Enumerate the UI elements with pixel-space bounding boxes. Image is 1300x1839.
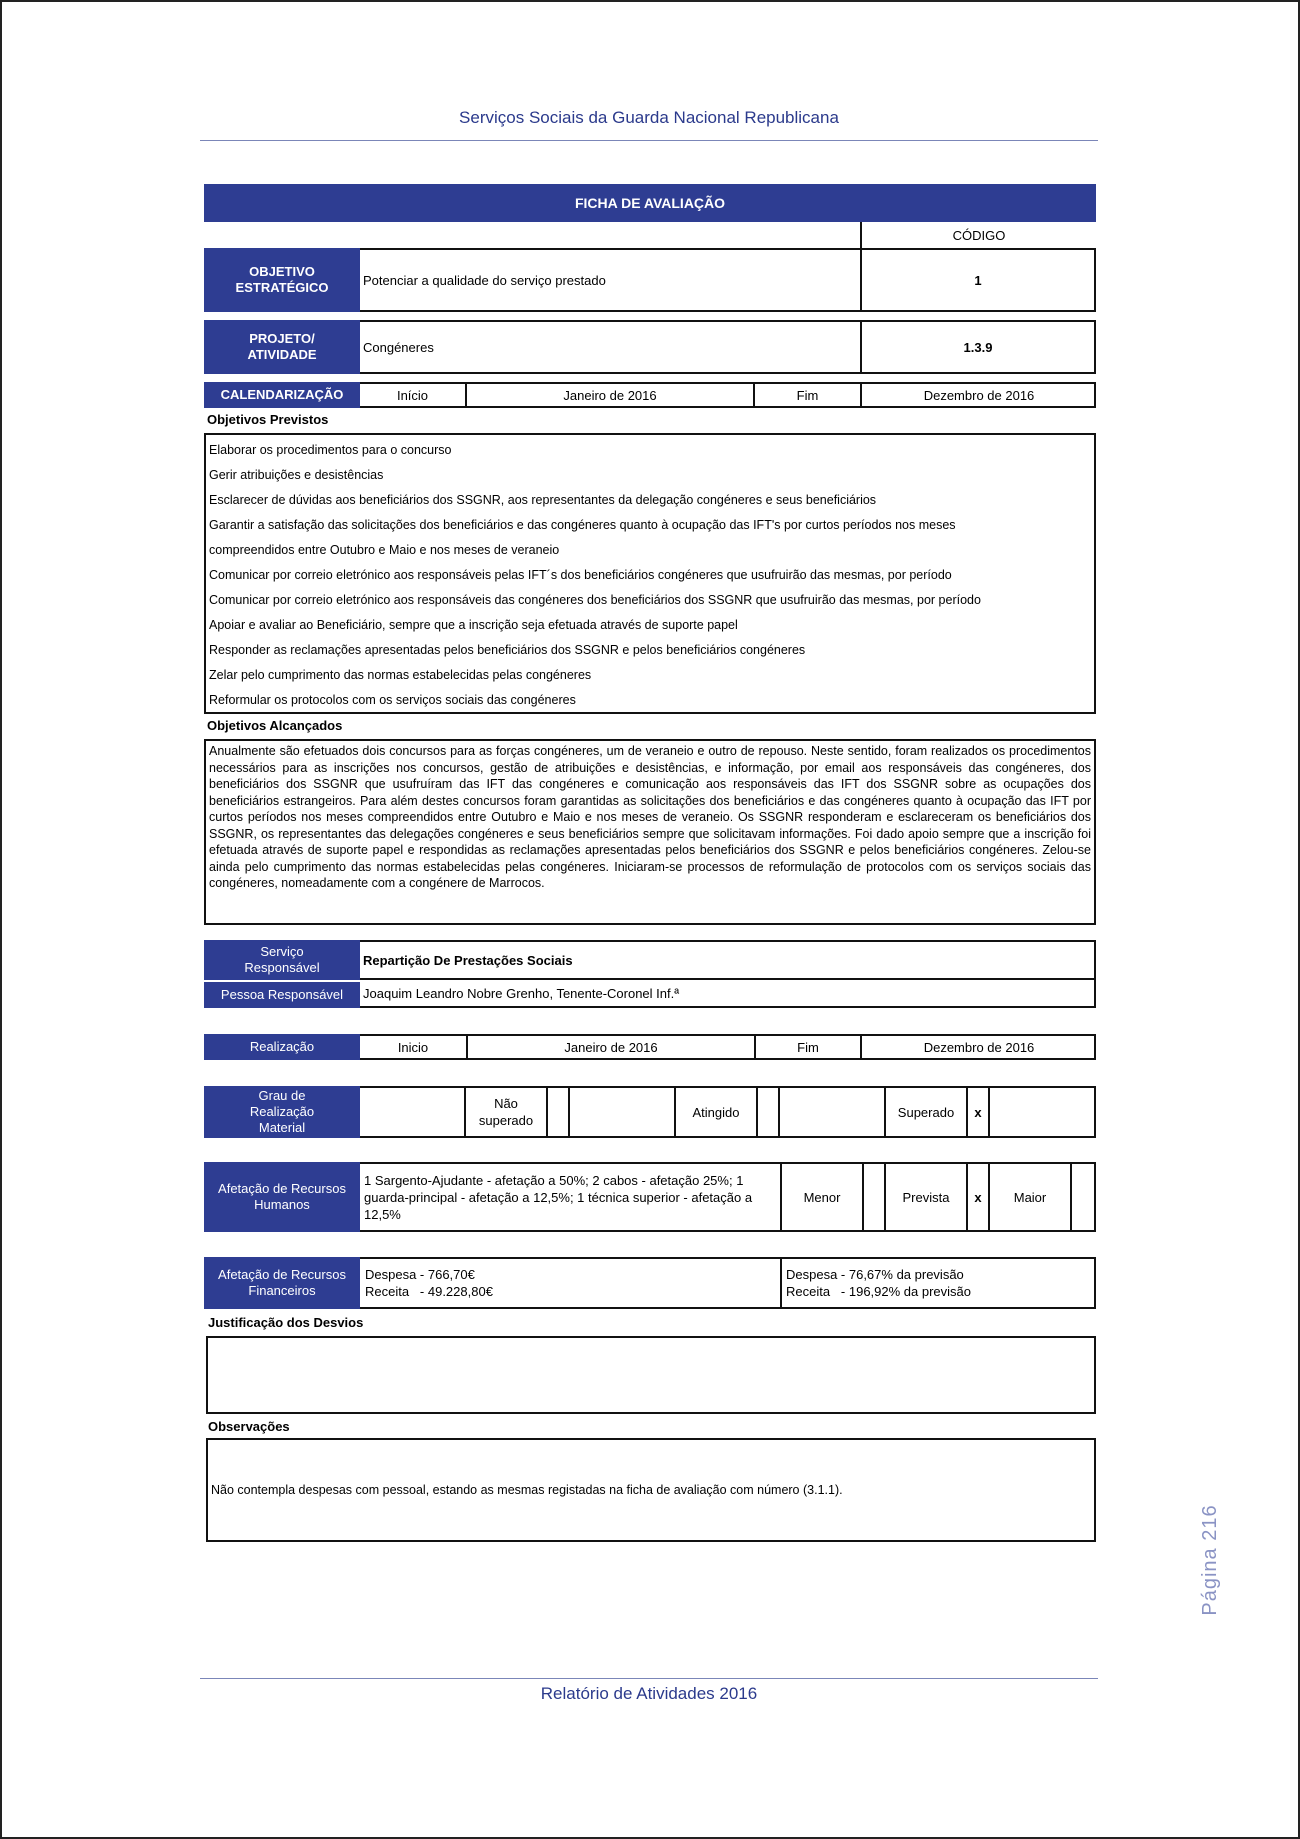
grau-superado: Superado xyxy=(897,1104,955,1120)
codigo-label: CÓDIGO xyxy=(860,222,1096,248)
pessoa-responsavel-label: Pessoa Responsável xyxy=(204,982,360,1008)
recursos-humanos-value: 1 Sargento-Ajudante - afetação a 50%; 2 cabos - afetação 25%; 1 guarda-principal - afetação a 12,5%; 1 técnica superior - afetação a 12,5% xyxy=(364,1172,753,1222)
grau-nao-superado: Não superado xyxy=(478,1096,534,1128)
grau-nao-superado-box xyxy=(546,1086,570,1138)
grau-cell-empty-1 xyxy=(360,1086,466,1138)
page-footer: Relatório de Atividades 2016 xyxy=(540,1684,758,1703)
objetivo-label: OBJETIVO ESTRATÉGICO xyxy=(204,248,360,312)
recursos-financeiros-pct xyxy=(780,1257,1096,1309)
realizacao-label: Realização xyxy=(204,1034,360,1060)
calendarizacao-label: CALENDARIZAÇÃO xyxy=(204,382,360,408)
recursos-humanos-maior: Maior xyxy=(1013,1189,1047,1205)
grau-cell-empty-2 xyxy=(570,1086,676,1138)
servico-responsavel-label: Serviço Responsável xyxy=(204,940,360,980)
receita-pct: Receita - 196,92% da previsão xyxy=(786,1284,971,1299)
list-item: Comunicar por correio eletrónico aos responsáveis das congéneres dos beneficiários dos SSGNR que usufruirão das mesmas, por período xyxy=(209,593,981,607)
projeto-value: Congéneres xyxy=(360,320,860,374)
recursos-financeiros-label: Afetação de Recursos Financeiros xyxy=(204,1257,360,1309)
projeto-code: 1.3.9 xyxy=(860,320,1096,374)
recursos-humanos-menor-box xyxy=(862,1162,886,1232)
recursos-financeiros-values xyxy=(365,1266,775,1300)
realizacao-inicio-label: Inicio xyxy=(397,1039,429,1055)
grau-label: Grau de Realização Material xyxy=(204,1086,360,1138)
grau-atingido-box xyxy=(756,1086,780,1138)
list-item: compreendidos entre Outubro e Maio e nos meses de veraneio xyxy=(209,543,560,557)
recursos-humanos-prevista: Prevista xyxy=(902,1189,950,1205)
observacoes-text: Não contempla despesas com pessoal, estando as mesmas registadas na ficha de avaliação com número (3.1.1). xyxy=(206,1438,1096,1542)
list-item: Elaborar os procedimentos para o concurso xyxy=(209,443,452,457)
realizacao-inicio-value: Janeiro de 2016 xyxy=(466,1034,756,1060)
grau-cell-empty-3 xyxy=(780,1086,886,1138)
justificacao-title: Justificação dos Desvios xyxy=(208,1315,364,1330)
list-item: Responder as reclamações apresentadas pelos beneficiários dos SSGNR e pelos beneficiários congéneres xyxy=(209,643,806,657)
objetivos-previstos-list xyxy=(204,433,1096,714)
footer-divider xyxy=(200,1678,1098,1679)
objetivos-alcancados-text: Anualmente são efetuados dois concursos para as forças congéneres, um de veraneio e outro de repouso. Neste sentido, foram realizados os procedimentos necessários para as inscrições nos concursos, gestão de atribuições e desistências, e informação, por email aos responsáveis das congéneres, dos beneficiários dos SSGNR que usufruíram das IFT das congéneres e comunicação aos responsáveis das IFT dos SSGNR sobre as ocupações dos beneficiários estrangeiros. Para além destes concursos foram garantidas as solicitações dos beneficiários e das congéneres quanto à ocupação das IFT por curtos períodos nos meses compreendidos entre Outubro e Maio e nos meses de veraneio. Os SSGNR responderam e esclareceram os beneficiários dos SSGNR, os representantes das delegações congéneres e seus beneficiários sempre que solicitavam informações. Foi dado apoio sempre que a inscrição foi efetuada através de suporte papel e respondidas as reclamações apresentadas pelos beneficiários dos SSGNR e pelos beneficiários congéneres. Zelou-se ainda pelo cumprimento das normas estabelecidas pelas congéneres. Iniciaram-se processos de reformulação de protocolos com os serviços sociais das congéneres, nomeadamente com a congénere de Marrocos. xyxy=(204,739,1096,925)
header-divider xyxy=(200,140,1098,141)
list-item: Apoiar e avaliar ao Beneficiário, sempre que a inscrição seja efetuada através de suporte papel xyxy=(209,618,738,632)
justificacao-text xyxy=(206,1336,1096,1414)
list-item: Reformular os protocolos com os serviços sociais das congéneres xyxy=(209,693,576,707)
objetivo-value: Potenciar a qualidade do serviço prestado xyxy=(360,248,860,312)
realizacao-fim-value: Dezembro de 2016 xyxy=(860,1034,1096,1060)
list-item: Zelar pelo cumprimento das normas estabelecidas pelas congéneres xyxy=(209,668,592,682)
observacoes-title: Observações xyxy=(208,1419,290,1434)
recursos-humanos-prevista-mark: x xyxy=(966,1162,990,1232)
recursos-humanos-menor: Menor xyxy=(780,1162,862,1232)
projeto-label: PROJETO/ ATIVIDADE xyxy=(204,320,360,374)
ficha-title: FICHA DE AVALIAÇÃO xyxy=(204,184,1096,222)
calendarizacao-inicio-value: Janeiro de 2016 xyxy=(465,382,755,408)
servico-responsavel-value: Repartição De Prestações Sociais xyxy=(360,940,1096,980)
calendarizacao-fim-label: Fim xyxy=(796,387,819,403)
list-item: Esclarecer de dúvidas aos beneficiários dos SSGNR, aos representantes da delegação congéneres e seus beneficiários xyxy=(209,493,877,507)
objetivo-code: 1 xyxy=(860,248,1096,312)
calendarizacao-inicio-label: Início xyxy=(396,387,429,403)
list-item: Garantir a satisfação das solicitações dos beneficiários e das congéneres quanto à ocupação das IFT's por curtos períodos nos meses xyxy=(209,518,956,532)
receita-value: Receita - 49.228,80€ xyxy=(365,1284,493,1299)
realizacao-fim-label: Fim xyxy=(797,1039,819,1055)
list-item: Gerir atribuições e desistências xyxy=(209,468,384,482)
page-header: Serviços Sociais da Guarda Nacional Republicana xyxy=(459,108,839,127)
objetivos-alcancados-title: Objetivos Alcançados xyxy=(207,718,343,733)
objetivos-previstos-title: Objetivos Previstos xyxy=(207,412,329,427)
pessoa-responsavel-value: Joaquim Leandro Nobre Grenho, Tenente-Coronel Inf.ª xyxy=(360,980,1096,1008)
page-number: Página 216 xyxy=(1199,1504,1221,1616)
calendarizacao-fim-value: Dezembro de 2016 xyxy=(860,382,1096,408)
despesa-pct: Despesa - 76,67% da previsão xyxy=(786,1267,964,1282)
despesa-value: Despesa - 766,70€ xyxy=(365,1267,475,1282)
list-item: Comunicar por correio eletrónico aos responsáveis pelas IFT´s dos beneficiários congéneres que usufruirão das mesmas, por período xyxy=(209,568,952,582)
recursos-humanos-maior-box xyxy=(1070,1162,1096,1232)
grau-superado-mark: x xyxy=(966,1086,990,1138)
grau-atingido: Atingido xyxy=(692,1104,740,1120)
recursos-humanos-label: Afetação de Recursos Humanos xyxy=(204,1162,360,1232)
